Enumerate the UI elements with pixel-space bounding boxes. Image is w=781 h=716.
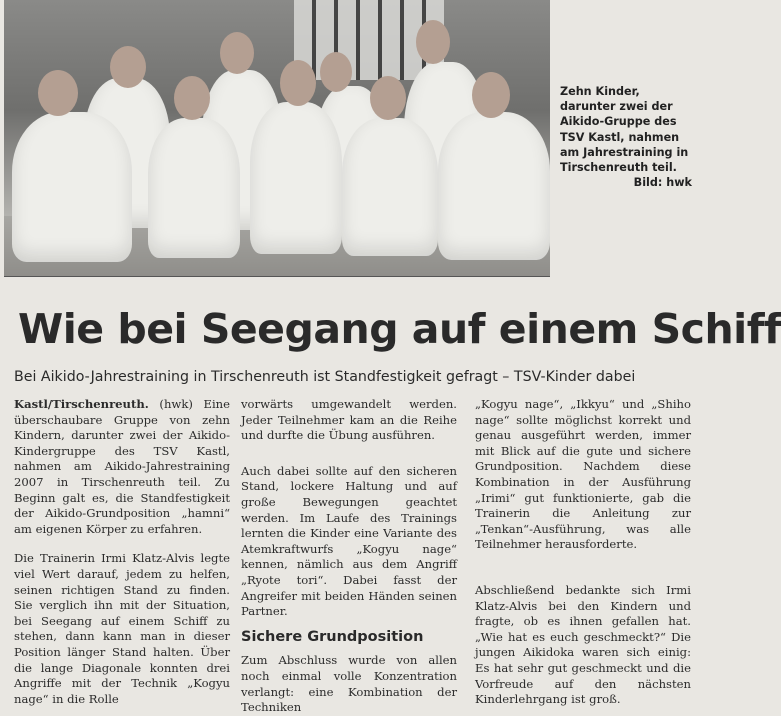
- paragraph: Auch dabei sollte auf den sicheren Stand, lockere Haltung und auf große Bewegungen geachtet werden. Im Laufe des Trainings lernten die Kinder eine Variante des Atemkraftwurfs „Kogyu nage“ kennen, nämlich aus dem Angriff „Ryote tori“. Dabei fasst der Angreifer mit beiden Händen seinen Partner.: [241, 463, 457, 619]
- person-face: [416, 20, 450, 64]
- article-column-2: [241, 397, 457, 716]
- photo-credit: Bild: hwk: [633, 176, 692, 190]
- paragraph-text: (hwk) Eine überschaubare Gruppe von zehn Kindern, darunter zwei der Aikido-Kindergruppe des TSV Kastl, nahmen am Aikido-Jahrestraining 2007 in Tirschenreuth teil. Zu Beginn galt es, die Standfestigkeit der Aikido-Grundposition „hamni“ am eigenen Körper zu erfahren.: [14, 397, 230, 536]
- dateline: Kastl/Tirschenreuth.: [14, 397, 149, 411]
- article-column-3: [475, 397, 691, 708]
- person: [250, 102, 342, 254]
- person-face: [174, 76, 210, 120]
- paragraph: Zum Abschluss wurde von allen noch einmal volle Konzentration verlangt: eine Kombination der Techniken: [241, 653, 457, 715]
- person-face: [472, 72, 510, 118]
- section-subtitle: Sichere Grundposition: [241, 628, 424, 645]
- paragraph: Die Trainerin Irmi Klatz-Alvis legte viel Wert darauf, jedem zu helfen, seinen richtigen Stand zu finden. Sie verglich ihn mit der Situation, bei Seegang auf einem Schiff zu stehen, dann kann man in dieser Position länger Stand halten. Über die lange Diagonale konnten drei Angriffe mit der Technik „Kogyu nage“ in die Rolle: [14, 551, 230, 706]
- person-face: [370, 76, 406, 120]
- paragraph: [14, 397, 230, 537]
- paragraph: vorwärts umgewandelt werden. Jeder Teilnehmer kam an die Reihe und durfte die Übung ausführen.: [241, 397, 457, 443]
- person-face: [320, 52, 352, 92]
- person-face: [110, 46, 146, 88]
- person: [438, 112, 550, 260]
- article-column-1: [14, 397, 230, 707]
- person: [342, 118, 438, 256]
- caption-text: Zehn Kinder, darunter zwei der Aikido-Gruppe des TSV Kastl, nahmen am Jahrestraining in Tirschenreuth teil.: [560, 85, 689, 175]
- person-face: [280, 60, 316, 106]
- paragraph: „Kogyu nage“, „Ikkyu“ und „Shiho nage“ sollte möglichst korrekt und genau ausgeführt werden, immer mit Blick auf die gute und sichere Grundposition. Nachdem diese Kombination in der Ausführung „Irimi“ gut funktionierte, gab die Trainerin die Anleitung zur „Tenkan“-Ausführung, was alle Teilnehmer herausforderte.: [475, 397, 691, 552]
- person: [12, 112, 132, 262]
- person: [148, 118, 240, 258]
- person-face: [38, 70, 78, 116]
- photo-caption: [560, 84, 692, 190]
- person-face: [220, 32, 254, 74]
- article-subheadline: Bei Aikido-Jahrestraining in Tirschenreuth ist Standfestigkeit gefragt – TSV-Kinder dabei: [14, 369, 636, 385]
- group-photo: [4, 0, 550, 277]
- article-headline: Wie bei Seegang auf einem Schiff: [18, 305, 781, 353]
- paragraph: Abschließend bedankte sich Irmi Klatz-Alvis bei den Kindern und fragte, ob es ihnen gefallen hat. „Wie hat es euch geschmeckt?“ Die jungen Aikidoka waren sich einig: Es hat sehr gut geschmeckt und die Vorfreude auf den nächsten Kinderlehrgang ist groß.: [475, 582, 691, 707]
